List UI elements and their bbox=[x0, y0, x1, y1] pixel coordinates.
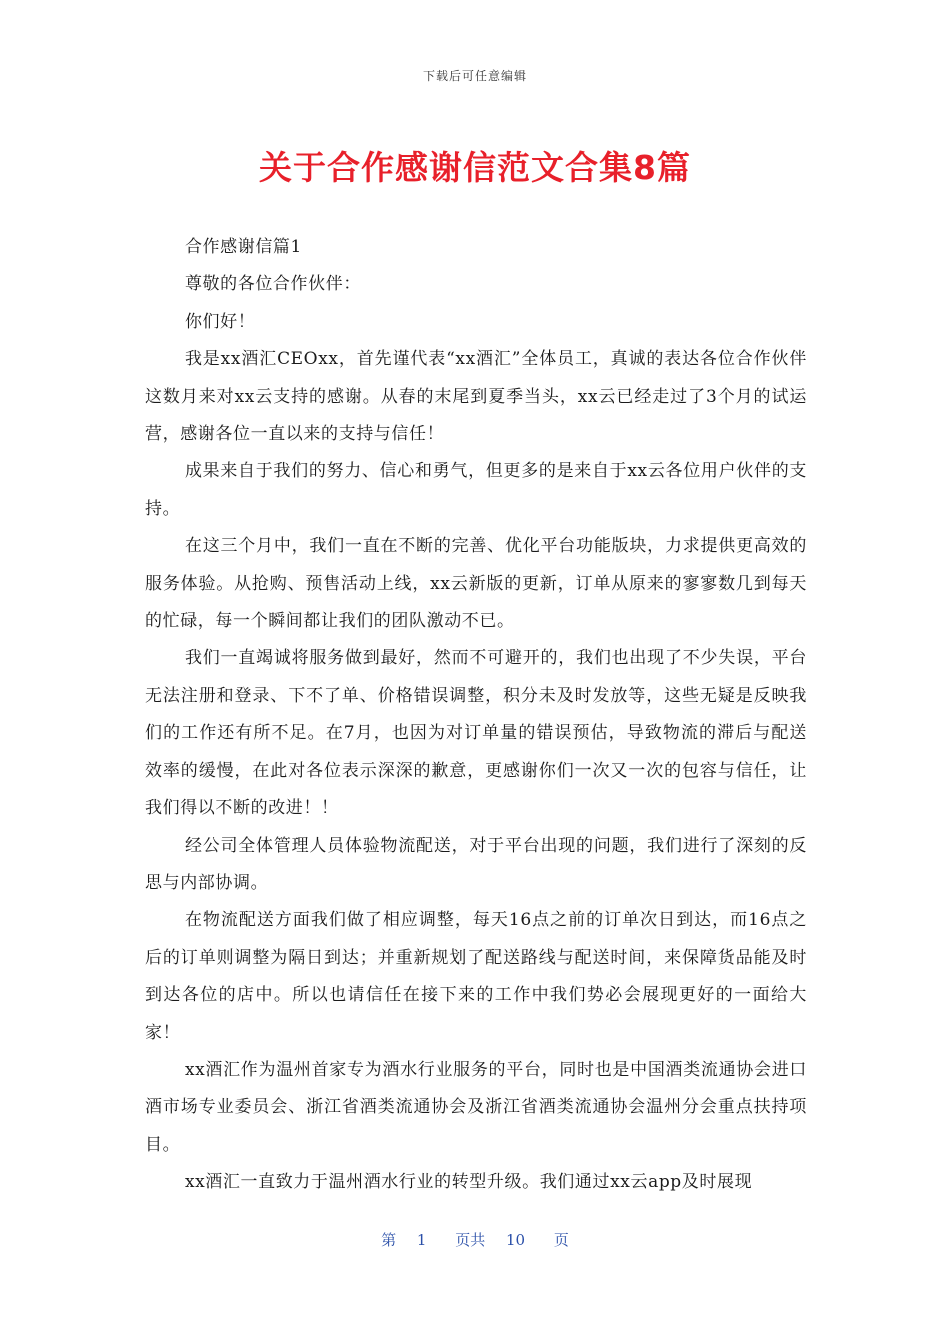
body-paragraph: 经公司全体管理人员体验物流配送，对于平台出现的问题，我们进行了深刻的反思与内部协调。 bbox=[145, 835, 807, 893]
document-body bbox=[145, 229, 807, 1202]
header-note: 下载后可任意编辑 bbox=[422, 69, 527, 83]
body-paragraph: xx酒汇作为温州首家专为酒水行业服务的平台，同时也是中国酒类流通协会进口酒市场专业委员会、浙江省酒类流通协会及浙江省酒类流通协会温州分会重点扶持项目。 bbox=[145, 1059, 807, 1155]
body-paragraph: xx酒汇一直致力于温州酒水行业的转型升级。我们通过xx云app及时展现 bbox=[184, 1172, 753, 1193]
body-paragraph: 我们一直竭诚将服务做到最好，然而不可避开的，我们也出现了不少失误，平台无法注册和登录、下不了单、价格错误调整，积分未及时发放等，这些无疑是反映我们的工作还有所不足。在7月，也因为对订单量的错误预估，导致物流的滞后与配送效率的缓慢，在此对各位表示深深的歉意，更感谢你们一次又一次的包容与信任，让我们得以不断的改进！！ bbox=[145, 648, 807, 819]
document-title: 关于合作感谢信范文合集8篇 bbox=[259, 148, 691, 187]
page-footer bbox=[0, 1229, 950, 1250]
body-paragraph: 我是xx酒汇CEOxx，首先谨代表“xx酒汇”全体员工，真诚的表达各位合作伙伴这数月来对xx云支持的感谢。从春的末尾到夏季当头，xx云已经走过了3个月的试运营，感谢各位一直以来的支持与信任！ bbox=[145, 349, 807, 445]
body-paragraph: 成果来自于我们的努力、信心和勇气，但更多的是来自于xx云各位用户伙伴的支持。 bbox=[145, 461, 807, 519]
current-page-number: 1 bbox=[416, 1231, 427, 1249]
body-paragraph: 在物流配送方面我们做了相应调整，每天16点之前的订单次日到达，而16点之后的订单则调整为隔日到达；并重新规划了配送路线与配送时间，来保障货品能及时到达各位的店中。所以也请信任在接下来的工作中我们势必会展现更好的一面给大家！ bbox=[145, 910, 807, 1043]
page-mid: 页共 bbox=[455, 1231, 486, 1249]
salutation: 尊敬的各位合作伙伴： bbox=[184, 274, 361, 295]
page-suffix: 页 bbox=[553, 1231, 569, 1249]
page-prefix: 第 bbox=[381, 1231, 397, 1249]
section-heading: 合作感谢信篇1 bbox=[184, 237, 302, 257]
total-pages-number: 10 bbox=[506, 1231, 526, 1249]
body-paragraph: 在这三个月中，我们一直在不断的完善、优化平台功能版块，力求提供更高效的服务体验。从抢购、预售活动上线，xx云新版的更新，订单从原来的寥寥数几到每天的忙碌，每一个瞬间都让我们的团队激动不已。 bbox=[145, 536, 807, 632]
greeting: 你们好！ bbox=[184, 311, 256, 332]
